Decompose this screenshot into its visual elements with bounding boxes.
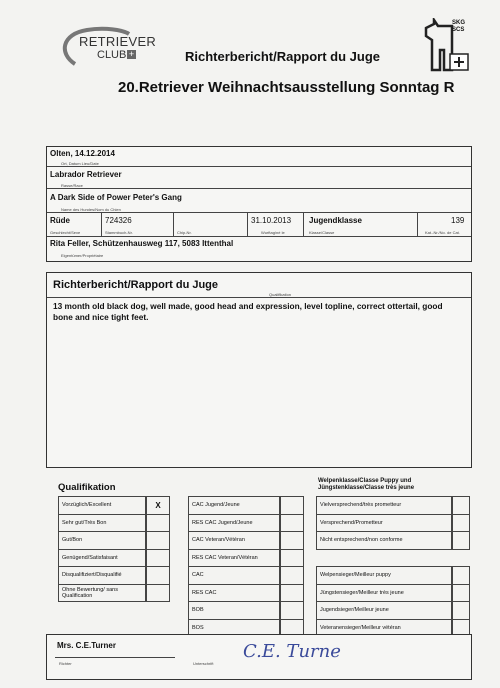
logo-line1: RETRIEVER — [79, 34, 157, 49]
header-subtitle: 20.Retriever Weihnachtsausstellung Sonntag R — [118, 79, 455, 96]
qualification-row-label: Genügend/Satisfaisant — [58, 549, 146, 568]
award-row-label: RES CAC Veteran/Vétéran — [188, 549, 280, 568]
award-checkbox[interactable] — [280, 584, 304, 603]
qualification-row-label: Gut/Bon — [58, 531, 146, 550]
award-row-label: BOS — [188, 619, 280, 638]
qualification-checkbox[interactable] — [146, 514, 170, 533]
puppy-row-label: Nicht entsprechend/non conforme — [316, 531, 452, 550]
signature-label: Unterschrift — [193, 661, 214, 666]
qualification-row-label: Sehr gut/Très Bon — [58, 514, 146, 533]
sex: Rüde — [50, 216, 70, 225]
owner-label: Eigentümer/Propriétaire — [61, 253, 104, 258]
header-title: Richterbericht/Rapport du Juge — [185, 49, 381, 64]
award-checkbox[interactable] — [280, 566, 304, 585]
judge-box — [46, 634, 472, 680]
puppy-checkbox[interactable] — [452, 496, 470, 515]
catalog-no: 139 — [451, 216, 465, 225]
puppy-row-label: Versprechend/Prometteur — [316, 514, 452, 533]
qualification-checkbox[interactable] — [146, 566, 170, 585]
report-text: 13 month old black dog, well made, good head and expression, level topline, correct ottertail, good bone and nice tight feet. — [53, 301, 443, 322]
award-row-label: BOB — [188, 601, 280, 620]
identity-box — [46, 146, 472, 262]
stud-book: 724326 — [105, 216, 132, 225]
qualification-title: Qualifikation — [58, 482, 116, 493]
breed-label: Rasse/Race — [61, 183, 83, 188]
qualification-row-label: Ohne Bewertung/ sans Qualification — [58, 584, 146, 603]
puppy-checkbox[interactable] — [452, 566, 470, 585]
puppy-title: Welpenklasse/Classe Puppy und Jüngstenklasse/Classe très jeune — [318, 478, 415, 491]
sex-label: Geschlecht/Sexe — [50, 230, 81, 235]
stud-book-label: Stammbuch-Nr. — [105, 230, 133, 235]
dog-name: A Dark Side of Power Peter's Gang — [50, 193, 182, 202]
judge-label: Richter — [59, 661, 72, 666]
skg-scs-logo — [422, 18, 472, 74]
puppy-row-label: Jüngstensieger/Meilleur très jeune — [316, 584, 452, 603]
class-label: Klasse/Classe — [309, 230, 335, 235]
puppy-row-label: Welpensieger/Meilleur puppy — [316, 566, 452, 585]
puppy-checkbox[interactable] — [452, 531, 470, 550]
catalog-label: Kat.-Nr./No. de Cat. — [425, 230, 460, 235]
award-row-label: RES CAC — [188, 584, 280, 603]
class: Jugendklasse — [309, 216, 362, 225]
qualification-checkbox[interactable] — [146, 549, 170, 568]
owner: Rita Feller, Schützenhausweg 117, 5083 Ittenthal — [50, 239, 234, 248]
award-checkbox[interactable] — [280, 531, 304, 550]
award-checkbox[interactable] — [280, 549, 304, 568]
qualification-checkbox[interactable]: X — [146, 496, 170, 515]
judge-name: Mrs. C.E.Turner — [57, 641, 116, 650]
award-row-label: CAC Veteran/Vétéran — [188, 531, 280, 550]
qualification-checkbox[interactable] — [146, 531, 170, 550]
award-row-label: RES CAC Jugend/Jeune — [188, 514, 280, 533]
puppy-row-label: Jugendsieger/Meilleur jeune — [316, 601, 452, 620]
puppy-row-label: Vielversprechend/très prometteur — [316, 496, 452, 515]
puppy-row-label: Veteranensieger/Meilleur vétéran — [316, 619, 452, 638]
breed: Labrador Retriever — [50, 170, 122, 179]
retriever-club-logo — [57, 26, 157, 66]
award-row-label: CAC — [188, 566, 280, 585]
award-checkbox[interactable] — [280, 514, 304, 533]
place-date: Olten, 14.12.2014 — [50, 149, 115, 158]
logo-line2: CLUB — [97, 49, 127, 61]
dog-name-label: Name des Hundes/Nom du Chien — [61, 207, 121, 212]
birth-date-label: Wurftag/né le — [261, 230, 285, 235]
swiss-cross-icon: + — [128, 49, 135, 59]
chip-label: Chip-Nr. — [177, 230, 192, 235]
qualification-checkbox[interactable] — [146, 584, 170, 603]
qualification-row-label: Disqualifiziert/Disqualifié — [58, 566, 146, 585]
puppy-checkbox[interactable] — [452, 601, 470, 620]
puppy-checkbox[interactable] — [452, 514, 470, 533]
report-title: Richterbericht/Rapport du Juge — [53, 279, 219, 291]
award-checkbox[interactable] — [280, 601, 304, 620]
birth-date: 31.10.2013 — [251, 216, 292, 225]
report-qual-label: Qualifikation — [269, 292, 292, 297]
judge-signature: C.E. Turne — [243, 641, 341, 662]
report-box — [46, 272, 472, 468]
award-checkbox[interactable] — [280, 496, 304, 515]
puppy-checkbox[interactable] — [452, 584, 470, 603]
award-row-label: CAC Jugend/Jeune — [188, 496, 280, 515]
skg-scs-text: SKG SCS — [452, 20, 466, 33]
qualification-row-label: Vorzüglich/Excellent — [58, 496, 146, 515]
place-date-label: Ort, Datum Lieu/Date — [61, 161, 99, 166]
